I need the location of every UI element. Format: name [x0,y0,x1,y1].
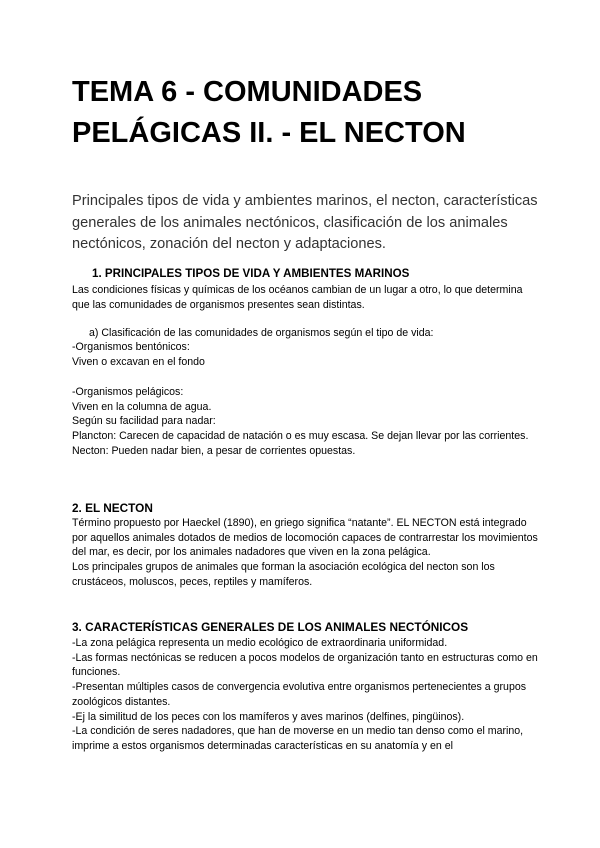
section-3-line-2: -Las formas nectónicas se reducen a pocos modelos de organización tanto en estructuras como en funciones. [72,651,538,679]
section-2-body [72,516,540,590]
benthic-block [72,340,540,369]
section-2-paragraph-2: Los principales grupos de animales que forman la asociación ecológica del necton son los crustáceos, moluscos, peces, reptiles y mamíferos. [72,561,495,588]
section-1-paragraph: Las condiciones físicas y químicas de los océanos cambian de un lugar a otro, lo que determina que las comunidades de organismos presentes sean distintas. [72,284,523,311]
benthic-label: -Organismos bentónicos: [72,341,190,353]
section-3-line-1: -La zona pelágica representa un medio ecológico de extraordinaria uniformidad. [72,637,448,649]
section-2-heading: 2. EL NECTON [72,501,153,515]
pelagic-block [72,385,540,459]
section-3-line-3: -Presentan múltiples casos de convergencia evolutiva entre organismos pertenecientes a grupos zoológicos distantes. [72,681,527,708]
benthic-desc: Viven o excavan en el fondo [72,355,205,368]
section-1-paragraph-block [72,283,540,312]
section-3-body [72,636,540,754]
section-3-line-5: -La condición de seres nadadores, que han de moverse en un medio tan denso como el marino, imprime a estos organismos determinadas características en su anatomía y en el [72,725,524,752]
pelagic-desc: Viven en la columna de agua. [72,400,212,413]
section-3-heading: 3. CARACTERÍSTICAS GENERALES DE LOS ANIMALES NECTÓNICOS [72,620,469,634]
swim-criteria: Según su facilidad para nadar: [72,415,216,428]
section-2-paragraph-1: Término propuesto por Haeckel (1890), en griego significa “natante”. EL NECTON está integrado por aquellos animales dotados de medios de locomoción capaces de contrarrestar los movimientos del mar, es decir, por los animales nadadores que viven en la zona pelágica. [72,517,538,559]
section-1-heading: 1. PRINCIPALES TIPOS DE VIDA Y AMBIENTES MARINOS [92,267,410,280]
plankton-def: Plancton: Carecen de capacidad de natación o es muy escasa. Se dejan llevar por las corrientes. [72,430,529,443]
intro-summary: Principales tipos de vida y ambientes marinos, el necton, características generales de los animales nectónicos, clasificación de los animales nectónicos, zonación del necton y adaptaciones. [72,193,538,252]
section-3-line-4: -Ej la similitud de los peces con los mamíferos y aves marinos (delfines, pingüinos). [72,710,465,723]
page-title: TEMA 6 - COMUNIDADES PELÁGICAS II. - EL NECTON [72,76,466,149]
section-1-subheading-a: a) Clasificación de las comunidades de organismos según el tipo de vida: [89,327,434,339]
necton-def: Necton: Pueden nadar bien, a pesar de corrientes opuestas. [72,444,356,457]
pelagic-label: -Organismos pelágicos: [72,386,184,398]
